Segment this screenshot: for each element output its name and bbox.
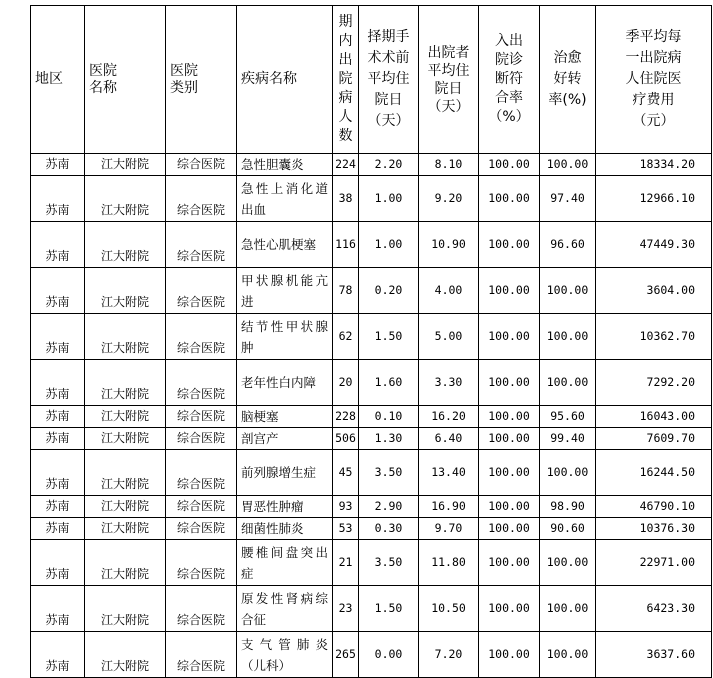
header-cost: 季平均每 一出院病 人住院医 疗费用 （元） <box>596 6 712 154</box>
cell-cure-rate: 97.40 <box>540 176 596 222</box>
cell-patients: 224 <box>333 154 359 176</box>
cell-preop-days: 1.00 <box>359 176 419 222</box>
cell-preop-days: 3.50 <box>359 540 419 586</box>
cell-preop-days: 1.60 <box>359 360 419 406</box>
cell-hospital-name: 江大附院 <box>85 586 166 632</box>
cell-diag-rate: 100.00 <box>479 450 540 496</box>
cell-diag-rate: 100.00 <box>479 314 540 360</box>
cell-hospital-type: 综合医院 <box>166 406 237 428</box>
table-row <box>31 360 712 406</box>
cell-cure-rate: 100.00 <box>540 586 596 632</box>
cell-cure-rate: 98.90 <box>540 496 596 518</box>
table-row <box>31 450 712 496</box>
cell-cure-rate: 90.60 <box>540 518 596 540</box>
cell-hospital-name: 江大附院 <box>85 540 166 586</box>
cell-hospital-name: 江大附院 <box>85 450 166 496</box>
header-disease: 疾病名称 <box>237 6 333 154</box>
cell-region: 苏南 <box>31 428 85 450</box>
table-body <box>31 154 712 678</box>
cell-preop-days: 0.00 <box>359 632 419 678</box>
cell-hospital-type: 综合医院 <box>166 586 237 632</box>
cell-hospital-type: 综合医院 <box>166 632 237 678</box>
cell-preop-days: 1.50 <box>359 586 419 632</box>
cell-disease: 结节性甲状腺肿 <box>237 314 333 360</box>
cell-stay-days: 7.20 <box>419 632 479 678</box>
cell-hospital-name: 江大附院 <box>85 314 166 360</box>
cell-patients: 20 <box>333 360 359 406</box>
cell-stay-days: 5.00 <box>419 314 479 360</box>
cell-hospital-name: 江大附院 <box>85 406 166 428</box>
cell-cost: 12966.10 <box>596 176 712 222</box>
cell-cure-rate: 100.00 <box>540 314 596 360</box>
cell-stay-days: 13.40 <box>419 450 479 496</box>
table-row <box>31 176 712 222</box>
cell-preop-days: 3.50 <box>359 450 419 496</box>
cell-cost: 16043.00 <box>596 406 712 428</box>
cell-cure-rate: 100.00 <box>540 268 596 314</box>
header-preop-days: 择期手 术术前 平均住 院日 （天） <box>359 6 419 154</box>
cell-preop-days: 1.30 <box>359 428 419 450</box>
table-row <box>31 586 712 632</box>
cell-diag-rate: 100.00 <box>479 154 540 176</box>
header-stay-days: 出院者 平均住 院日 （天） <box>419 6 479 154</box>
hospital-statistics-table <box>30 5 712 678</box>
cell-hospital-type: 综合医院 <box>166 154 237 176</box>
cell-hospital-name: 江大附院 <box>85 360 166 406</box>
header-cure-rate: 治愈 好转 率(%) <box>540 6 596 154</box>
table-row <box>31 154 712 176</box>
cell-diag-rate: 100.00 <box>479 518 540 540</box>
cell-hospital-name: 江大附院 <box>85 154 166 176</box>
cell-disease: 甲状腺机能亢进 <box>237 268 333 314</box>
cell-region: 苏南 <box>31 314 85 360</box>
cell-region: 苏南 <box>31 586 85 632</box>
cell-stay-days: 3.30 <box>419 360 479 406</box>
cell-disease: 急性上消化道出血 <box>237 176 333 222</box>
cell-region: 苏南 <box>31 518 85 540</box>
cell-disease: 原发性肾病综合征 <box>237 586 333 632</box>
table-row <box>31 428 712 450</box>
cell-cost: 16244.50 <box>596 450 712 496</box>
cell-region: 苏南 <box>31 154 85 176</box>
cell-cure-rate: 100.00 <box>540 540 596 586</box>
hospital-statistics-table-container <box>30 5 712 678</box>
cell-preop-days: 0.30 <box>359 518 419 540</box>
cell-preop-days: 2.20 <box>359 154 419 176</box>
cell-cost: 6423.30 <box>596 586 712 632</box>
cell-disease: 急性胆囊炎 <box>237 154 333 176</box>
cell-hospital-name: 江大附院 <box>85 632 166 678</box>
cell-patients: 506 <box>333 428 359 450</box>
cell-cost: 7609.70 <box>596 428 712 450</box>
cell-stay-days: 10.50 <box>419 586 479 632</box>
cell-hospital-name: 江大附院 <box>85 222 166 268</box>
cell-stay-days: 6.40 <box>419 428 479 450</box>
header-region: 地区 <box>31 6 85 154</box>
cell-stay-days: 10.90 <box>419 222 479 268</box>
cell-diag-rate: 100.00 <box>479 632 540 678</box>
header-hospital-name: 医院 名称 <box>85 6 166 154</box>
cell-cost: 46790.10 <box>596 496 712 518</box>
cell-cost: 10376.30 <box>596 518 712 540</box>
cell-hospital-name: 江大附院 <box>85 176 166 222</box>
cell-preop-days: 0.10 <box>359 406 419 428</box>
cell-cost: 3604.00 <box>596 268 712 314</box>
cell-stay-days: 8.10 <box>419 154 479 176</box>
cell-stay-days: 16.20 <box>419 406 479 428</box>
table-row <box>31 518 712 540</box>
cell-hospital-name: 江大附院 <box>85 268 166 314</box>
header-hospital-type: 医院 类别 <box>166 6 237 154</box>
cell-diag-rate: 100.00 <box>479 360 540 406</box>
cell-diag-rate: 100.00 <box>479 176 540 222</box>
cell-diag-rate: 100.00 <box>479 496 540 518</box>
cell-patients: 53 <box>333 518 359 540</box>
cell-patients: 93 <box>333 496 359 518</box>
cell-preop-days: 2.90 <box>359 496 419 518</box>
table-row <box>31 268 712 314</box>
cell-hospital-name: 江大附院 <box>85 428 166 450</box>
cell-stay-days: 9.20 <box>419 176 479 222</box>
table-row <box>31 406 712 428</box>
cell-preop-days: 1.50 <box>359 314 419 360</box>
cell-diag-rate: 100.00 <box>479 268 540 314</box>
cell-cost: 22971.00 <box>596 540 712 586</box>
cell-cure-rate: 100.00 <box>540 154 596 176</box>
cell-region: 苏南 <box>31 632 85 678</box>
table-row <box>31 632 712 678</box>
cell-region: 苏南 <box>31 406 85 428</box>
cell-hospital-name: 江大附院 <box>85 518 166 540</box>
cell-disease: 老年性白内障 <box>237 360 333 406</box>
cell-diag-rate: 100.00 <box>479 540 540 586</box>
cell-region: 苏南 <box>31 222 85 268</box>
cell-hospital-type: 综合医院 <box>166 222 237 268</box>
cell-disease: 脑梗塞 <box>237 406 333 428</box>
cell-disease: 腰椎间盘突出症 <box>237 540 333 586</box>
cell-preop-days: 0.20 <box>359 268 419 314</box>
cell-hospital-type: 综合医院 <box>166 268 237 314</box>
table-row <box>31 222 712 268</box>
cell-region: 苏南 <box>31 540 85 586</box>
cell-patients: 228 <box>333 406 359 428</box>
cell-disease: 剖宫产 <box>237 428 333 450</box>
cell-disease: 胃恶性肿瘤 <box>237 496 333 518</box>
cell-patients: 23 <box>333 586 359 632</box>
cell-stay-days: 9.70 <box>419 518 479 540</box>
cell-diag-rate: 100.00 <box>479 406 540 428</box>
cell-patients: 21 <box>333 540 359 586</box>
cell-cure-rate: 95.60 <box>540 406 596 428</box>
cell-region: 苏南 <box>31 360 85 406</box>
cell-cure-rate: 96.60 <box>540 222 596 268</box>
header-row <box>31 6 712 154</box>
cell-cost: 3637.60 <box>596 632 712 678</box>
cell-disease: 支气管肺炎（儿科） <box>237 632 333 678</box>
cell-stay-days: 11.80 <box>419 540 479 586</box>
cell-diag-rate: 100.00 <box>479 428 540 450</box>
cell-region: 苏南 <box>31 496 85 518</box>
cell-region: 苏南 <box>31 268 85 314</box>
header-patients: 期 内 出 院 病 人 数 <box>333 6 359 154</box>
cell-hospital-type: 综合医院 <box>166 360 237 406</box>
table-row <box>31 540 712 586</box>
cell-patients: 45 <box>333 450 359 496</box>
cell-disease: 细菌性肺炎 <box>237 518 333 540</box>
cell-patients: 265 <box>333 632 359 678</box>
cell-hospital-name: 江大附院 <box>85 496 166 518</box>
table-row <box>31 496 712 518</box>
cell-region: 苏南 <box>31 450 85 496</box>
cell-cure-rate: 100.00 <box>540 360 596 406</box>
cell-hospital-type: 综合医院 <box>166 450 237 496</box>
cell-patients: 78 <box>333 268 359 314</box>
cell-disease: 急性心肌梗塞 <box>237 222 333 268</box>
cell-stay-days: 16.90 <box>419 496 479 518</box>
cell-cost: 10362.70 <box>596 314 712 360</box>
cell-patients: 62 <box>333 314 359 360</box>
cell-hospital-type: 综合医院 <box>166 176 237 222</box>
table-row <box>31 314 712 360</box>
cell-hospital-type: 综合医院 <box>166 428 237 450</box>
cell-region: 苏南 <box>31 176 85 222</box>
header-diag-rate: 入出 院诊 断符 合率 （%） <box>479 6 540 154</box>
cell-cure-rate: 100.00 <box>540 450 596 496</box>
cell-hospital-type: 综合医院 <box>166 496 237 518</box>
cell-disease: 前列腺增生症 <box>237 450 333 496</box>
cell-cost: 7292.20 <box>596 360 712 406</box>
cell-hospital-type: 综合医院 <box>166 540 237 586</box>
cell-patients: 116 <box>333 222 359 268</box>
cell-hospital-type: 综合医院 <box>166 518 237 540</box>
cell-preop-days: 1.00 <box>359 222 419 268</box>
cell-hospital-type: 综合医院 <box>166 314 237 360</box>
cell-stay-days: 4.00 <box>419 268 479 314</box>
cell-diag-rate: 100.00 <box>479 222 540 268</box>
cell-cost: 18334.20 <box>596 154 712 176</box>
cell-diag-rate: 100.00 <box>479 586 540 632</box>
cell-cure-rate: 99.40 <box>540 428 596 450</box>
cell-cost: 47449.30 <box>596 222 712 268</box>
cell-cure-rate: 100.00 <box>540 632 596 678</box>
cell-patients: 38 <box>333 176 359 222</box>
